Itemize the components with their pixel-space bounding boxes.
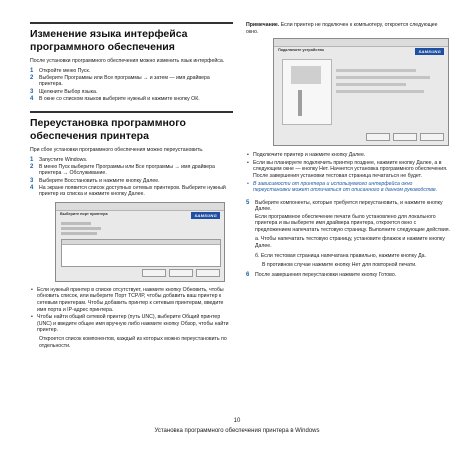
dialog-titlebar: [56, 203, 224, 211]
step-item: 1 Откройте меню Пуск.: [30, 67, 91, 74]
note: [246, 22, 451, 35]
bullet-item: • Подключите принтер и нажмите кнопку Далее.: [246, 152, 451, 159]
device-illustration: [282, 59, 332, 125]
bullet-item: • Если нужный принтер в списке отсутствует, нажмите кнопку Обновить, чтобы обновить список, или выберите Порт TCP/IP, чтобы добавить ваш принтер к сетевым принтерам. Чтобы добавить принтер к сетевым принтерам, введите имя порта и IP-адрес принтера.: [30, 287, 233, 313]
samsung-logo: SAMSUNG: [191, 212, 220, 219]
note-label: Примечание.: [246, 22, 280, 28]
right-column: [246, 22, 451, 279]
footer-title: Установка программного обеспечения принтера в Windows: [154, 428, 320, 434]
left-column: [30, 22, 233, 352]
steps-list: [30, 68, 233, 103]
step-item: 6 После завершения переустановки нажмите кнопку Готово.: [246, 271, 397, 278]
dialog-title: Подключите устройство: [278, 48, 324, 53]
step-item: 4 В окне со списком языков выберите нужный и нажмите кнопку ОК.: [30, 95, 200, 102]
section-intro: При сбое установки программного обеспечения можно переустановить.: [30, 146, 204, 153]
sub-step-b-cont: В противном случае нажмите кнопку Нет для повторной печати.: [262, 262, 417, 269]
steps-list: [30, 157, 233, 198]
step-item: 1 Запустите Windows.: [30, 156, 88, 163]
sub-step-b: б. Если тестовая страница напечатана правильно, нажмите кнопку Да.: [255, 252, 426, 259]
printer-list-box: [61, 239, 221, 267]
dialog-buttons: [142, 269, 220, 277]
step-paragraph: Если программное обеспечение печати было установлено для локального принтера и вы выберете имя драйвера принтера, откроется окно с предложением напечатать тестовую страницу. Выполните следующие действия.: [255, 213, 451, 233]
step-item: 3 Щелкните Выбор языка.: [30, 88, 98, 95]
page-number: 10: [233, 418, 241, 424]
samsung-logo: SAMSUNG: [415, 48, 444, 55]
after-bullets-text: Откроется список компонентов, каждый из которых можно переустановить по отдельности.: [39, 336, 227, 349]
radio-options: [61, 222, 127, 235]
connect-device-dialog-screenshot: [273, 38, 449, 146]
step-item: 2 В меню Пуск выберите Программы или Все программы → имя драйвера принтера → Обслуживание.: [30, 163, 215, 177]
printer-port-dialog-screenshot: [55, 202, 225, 282]
note-text: Если принтер не подключен к компьютеру, откроется следующее окно.: [246, 22, 438, 35]
dialog-instructions: [336, 69, 436, 93]
section-intro: После установки программного обеспечения можно изменить язык интерфейса.: [30, 58, 225, 64]
step-item: 5 Выберите компоненты, которые требуется переустановить, и нажмите кнопку Далее.: [246, 199, 443, 213]
sub-step-a: а. Чтобы напечатать тестовую страницу, установите флажок и нажмите кнопку Далее.: [255, 236, 445, 249]
section-title-reinstall: Переустановка программного обеспечения принтера: [30, 111, 233, 143]
step-item: 3 Выберите Восстановить и нажмите кнопку Далее.: [30, 177, 160, 184]
section-title-language: Изменение языка интерфейса программного обеспечения: [30, 22, 233, 54]
step-item: 4 На экране появится список доступных сетевых принтеров. Выберите нужный принтер из списка и нажмите кнопку Далее.: [30, 184, 226, 198]
dialog-title: Выберите порт принтера: [60, 211, 108, 216]
bullet-item: • Если вы планируете подключить принтер позднее, нажмите кнопку Далее, а в следующем окне — кнопку Нет. Начнется установка программного обеспечения. После завершения установки тестовая страница печататься не будет.: [246, 160, 451, 180]
dialog-buttons: [366, 133, 444, 141]
bullet-item-note: • В зависимости от принтера и используемого интерфейса окно переустановки может отличаться от описанного в данном руководстве.: [246, 181, 451, 194]
dialog-titlebar: [274, 39, 448, 47]
step-item: 2 Выберите Программы или Все программы → и затем — имя драйвера принтера.: [30, 74, 210, 88]
bullet-item: • Чтобы найти общий сетевой принтер (путь UNC), выберите Общий принтер (UNC) и введите общее имя вручную либо нажмите кнопку Обзор, чтобы найти принтер.: [30, 314, 233, 334]
